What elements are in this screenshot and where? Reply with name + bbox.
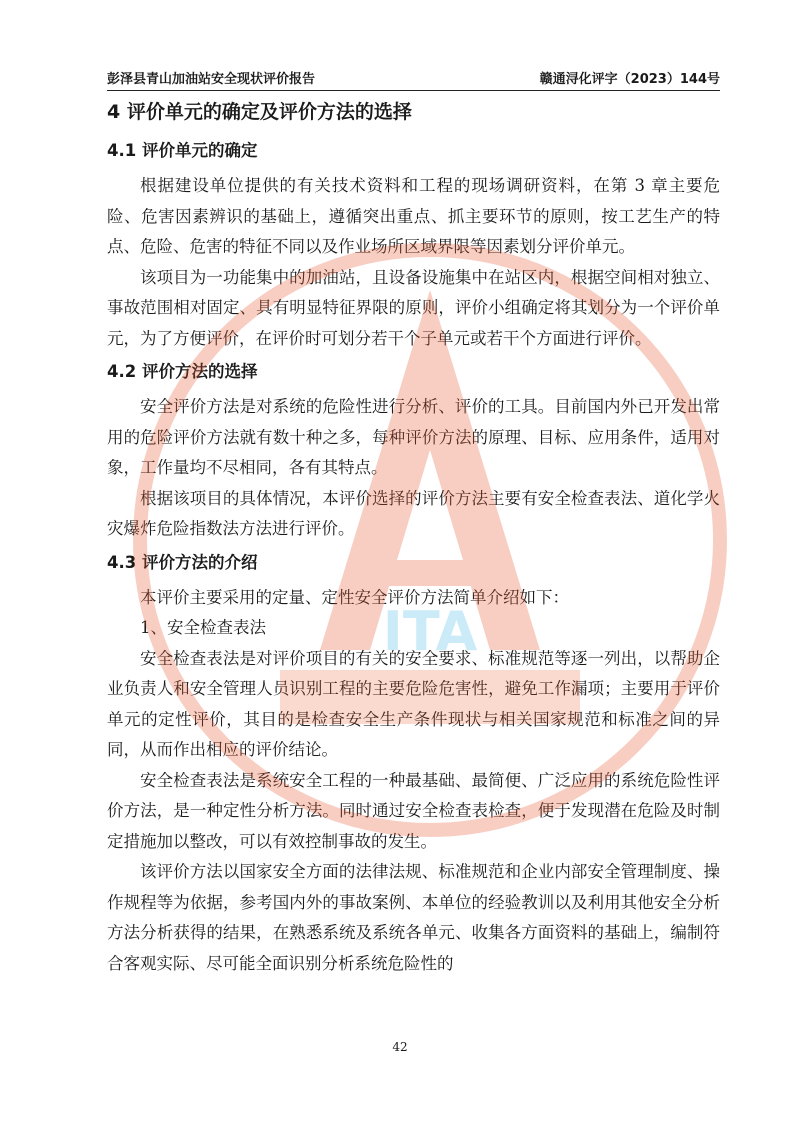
svg-text:ITA: ITA: [382, 600, 478, 663]
paragraph: 根据建设单位提供的有关技术资料和工程的现场调研资料，在第 3 章主要危险、危害因素辨识的基础上，遵循突出重点、抓主要环节的原则，按工艺生产的特点、危险、危害的特征不同以及作业场所区域界限等因素划分评价单元。: [107, 176, 720, 256]
paragraph: 该项目为一功能集中的加油站，且设备设施集中在站区内，根据空间相对独立、事故范围相对固定、具有明显特征界限的原则，评价小组确定将其划分为一个评价单元，为了方便评价，在评价时可划分若干个子单元或若干个方面进行评价。: [107, 267, 720, 348]
paragraph: 安全检查表法是系统安全工程的一种最基础、最简便、广泛应用的系统危险性评价方法，是一种定性分析方法。同时通过安全检查表检查，便于发现潜在危险及时制定措施加以整改，可以有效控制事故的发生。: [107, 770, 720, 851]
section-title-4-3: 4.3 评价方法的介绍: [107, 552, 258, 572]
paragraph: 安全检查表法是对评价项目的有关的安全要求、标准规范等逐一列出，以帮助企业负责人和安全管理人员识别工程的主要危险危害性，避免工作漏项；主要用于评价单元的定性评价，其目的是检查安全生产条件现状与相关国家规范和标准之间的异同，从而作出相应的评价结论。: [107, 648, 720, 759]
paragraph: 1、安全检查表法: [140, 618, 266, 637]
page-header: [107, 64, 720, 91]
report-title-header: 彭泽县青山加油站安全现状评价报告: [107, 72, 316, 87]
paragraph: 根据该项目的具体情况，本评价选择的评价方法主要有安全检查表法、道化学火灾爆炸危险指数法方法进行评价。: [107, 488, 720, 538]
page-number: 42: [392, 1040, 408, 1054]
report-number-header: 赣通浔化评字（2023）144号: [539, 72, 720, 87]
paragraph: 该评价方法以国家安全方面的法律法规、标准规范和企业内部安全管理制度、操作规程等为依据，参考国内外的事故案例、本单位的经验教训以及利用其他安全分析方法分析获得的结果，在熟悉系统及系统各单元、收集各方面资料的基础上，编制符合客观实际、尽可能全面识别分析系统危险性的: [107, 862, 720, 973]
chapter-title: 4 评价单元的确定及评价方法的选择: [107, 101, 412, 123]
page-content: [107, 97, 720, 979]
section-title-4-2: 4.2 评价方法的选择: [107, 362, 258, 381]
paragraph: 安全评价方法是对系统的危险性进行分析、评价的工具。目前国内外已开发出常用的危险评价方法就有数十种之多，每种评价方法的原理、目标、应用条件，适用对象，工作量均不尽相同，各有其特点。: [107, 397, 720, 477]
paragraph: 本评价主要采用的定量、定性安全评价方法简单介绍如下：: [140, 587, 569, 607]
section-title-4-1: 4.1 评价单元的确定: [107, 141, 258, 160]
